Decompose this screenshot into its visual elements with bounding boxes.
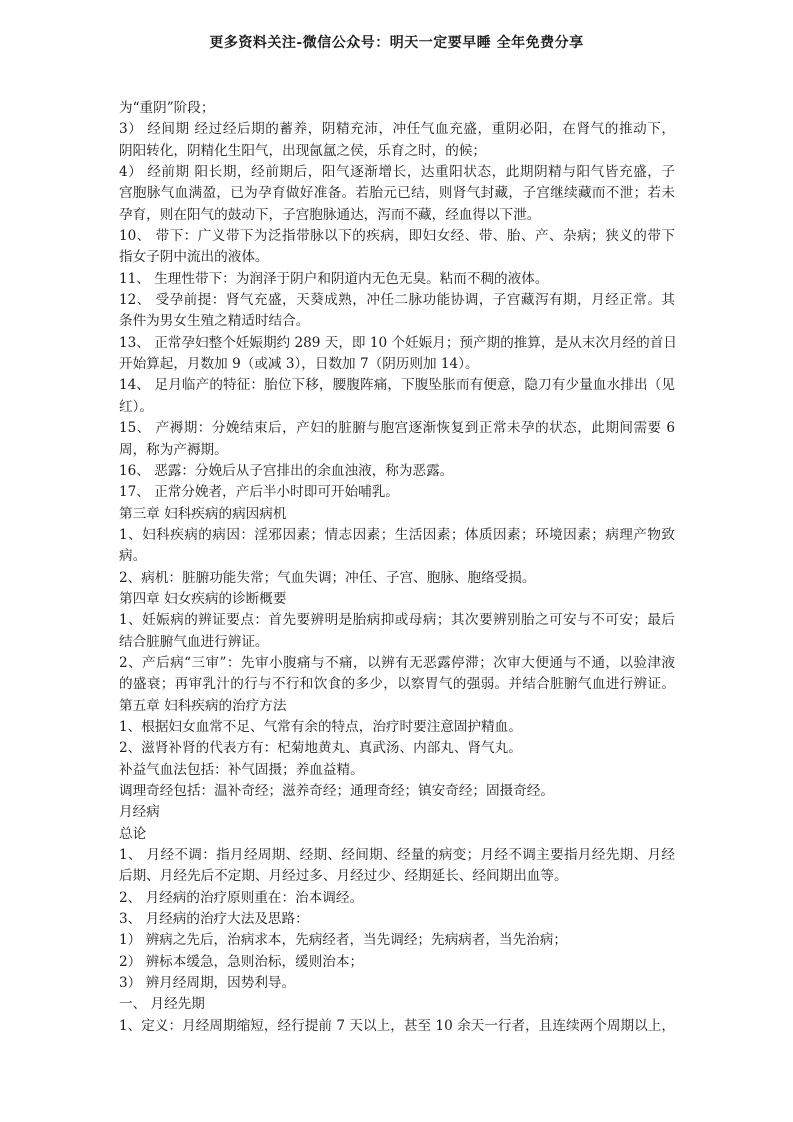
- text-line: 1、根据妇女血常不足、气常有余的特点，治疗时要注意固护精血。: [119, 718, 522, 735]
- text-line: 周，称为产褥期。: [119, 441, 228, 458]
- text-line: 2、滋肾补肾的代表方有：杞菊地黄丸、真武汤、内部丸、肾气丸。: [119, 740, 522, 757]
- text-line: 16、 恶露：分娩后从子宫排出的余血浊液，称为恶露。: [119, 462, 454, 479]
- text-line: 后期、月经先后不定期、月经过多、月经过少、经期延长、经间期出血等。: [119, 868, 568, 885]
- text-line: 第三章 妇科疾病的病因病机: [119, 505, 287, 522]
- text-line: 阴阳转化，阴精化生阳气，出现氤氲之侯，乐育之时，的候；: [119, 142, 487, 159]
- text-line: 2） 辨标本缓急，急则治标，缓则治本；: [119, 953, 364, 970]
- text-line: 15、 产褥期：分娩结束后，产妇的脏腑与胞宫逐渐恢复到正常未孕的状态，此期间需要 6: [119, 420, 675, 437]
- text-line: 4） 经前期 阳长期，经前期后，阳气逐渐增长，达重阳状态，此期阴精与阳气皆充盛，子: [119, 164, 675, 181]
- text-line: 条件为男女生殖之精适时结合。: [119, 313, 310, 330]
- text-line: 12、 受孕前提：肾气充盛，天葵成熟，冲任二脉功能协调，子宫藏泻有期，月经正常。其: [119, 292, 675, 309]
- text-line: 指女子阴中流出的液体。: [119, 249, 269, 266]
- text-line: 开始算起，月数加 9（或减 3），日数加 7（阴历则加 14）。: [119, 356, 479, 373]
- text-line: 宫胞脉气血满盈，已为孕育做好准备。若胎元已结，则肾气封藏，子宫继续藏而不泄；若未: [119, 185, 675, 202]
- text-line: 11、 生理性带下：为润泽于阴户和阴道内无色无臭。粘而不稠的液体。: [119, 270, 549, 287]
- text-line: 调理奇经包括：温补奇经；滋养奇经；通理奇经；镇安奇经；固摄奇经。: [119, 783, 554, 799]
- text-line: 红）。: [119, 398, 153, 415]
- text-line: 2、病机：脏腑功能失常；气血失调；冲任、子宫、胞脉、胞络受损。: [119, 569, 536, 586]
- text-line: 10、 带下：广义带下为泛指带脉以下的疾病，即妇女经、带、胎、产、杂病；狭义的带下: [119, 228, 675, 245]
- text-line: 3、 月经病的治疗大法及思路：: [119, 911, 309, 928]
- page-header: 更多资料关注-微信公众号：明天一定要早睡 全年免费分享: [209, 35, 584, 51]
- text-line: 1、 月经不调：指月经周期、经期、经间期、经量的病变；月经不调主要指月经先期、月经: [119, 847, 675, 864]
- document-body: [119, 98, 675, 1037]
- text-line: 1、定义：月经周期缩短，经行提前 7 天以上，甚至 10 余天一行者，且连续两个周期以上，: [119, 1017, 675, 1034]
- text-line: 3） 辨月经周期，因势利导。: [119, 975, 296, 992]
- text-line: 孕育，则在阳气的鼓动下，子宫胞脉通达，泻而不藏，经血得以下泄。: [119, 206, 541, 223]
- text-line: 3） 经间期 经过经后期的蓄养，阴精充沛，冲任气血充盛，重阴必阳，在肾气的推动下，: [119, 121, 675, 138]
- text-line: 月经病: [119, 804, 160, 821]
- text-line: 总论: [119, 825, 147, 842]
- text-line: 13、 正常孕妇整个妊娠期约 289 天，即 10 个妊娠月；预产期的推算，是从末次月经的首日: [119, 334, 677, 351]
- text-line: 17、 正常分娩者，产后半小时即可开始哺乳。: [119, 484, 399, 501]
- text-line: 一、 月经先期: [119, 996, 205, 1013]
- text-line: 病。: [119, 548, 147, 565]
- text-line: 第五章 妇科疾病的治疗方法: [119, 697, 287, 714]
- text-line: 2、产后病“三审”：先审小腹痛与不痛，以辨有无恶露停滞；次审大便通与不通，以验津液: [119, 654, 675, 671]
- text-line: 第四章 妇女疾病的诊断概要: [119, 590, 287, 607]
- text-line: 补益气血法包括：补气固摄；养血益精。: [119, 761, 364, 778]
- text-line: 的盛衰；再审乳汁的行与不行和饮食的多少，以察胃气的强弱。并结合脏腑气血进行辨证。: [119, 676, 675, 693]
- text-line: 1） 辨病之先后，治病求本，先病经者，当先调经；先病病者，当先治病；: [119, 932, 567, 949]
- text-line: 结合脏腑气血进行辨证。: [119, 633, 269, 650]
- text-line: 2、 月经病的治疗原则重在：治本调经。: [119, 889, 364, 906]
- text-line: 1、妊娠病的辨证要点：首先要辨明是胎病抑或母病；其次要辨别胎之可安与不可安；最后: [119, 612, 675, 629]
- text-line: 为“重阴”阶段；: [119, 100, 215, 116]
- text-line: 1、妇科疾病的病因：淫邪因素；情志因素；生活因素；体质因素；环境因素；病理产物致: [119, 526, 675, 543]
- text-line: 14、 足月临产的特征：胎位下移，腰腹阵痛，下腹坠胀而有便意，隐刀有少量血水排出（见: [119, 377, 675, 394]
